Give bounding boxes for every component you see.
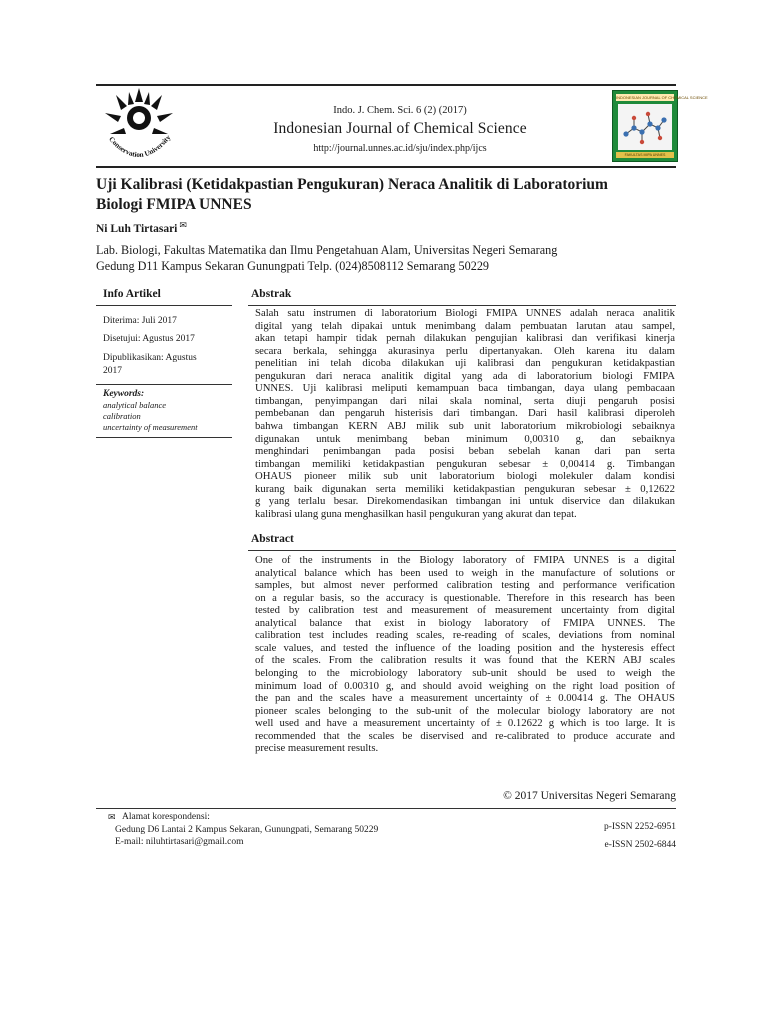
text-line: scale values, and tested the influence of the loading position and the hysteresis effect xyxy=(255,641,675,654)
molecule-illustration xyxy=(618,104,672,150)
text-line: secara berkala, sehingga akurasinya perlu dipertanyakan. Oleh karena itu dalam xyxy=(255,344,675,357)
text-line: samples, but almost never performed calibration testing and performance verification xyxy=(255,579,675,592)
keywords-heading: Keywords: xyxy=(103,389,145,399)
print-issn: p-ISSN 2252-6951 xyxy=(603,822,676,832)
text-line: pioneer scales belonging to the sub-unit of the molecular biology laboratory are not xyxy=(255,704,675,717)
text-line: of the scales. From the calibration results it was found that the KERN ABJ scales xyxy=(255,654,675,667)
published-date: Dipublikasikan: Agustus xyxy=(103,353,197,363)
title-line: Biologi FMIPA UNNES xyxy=(96,196,252,213)
text-line: pengukuran dari neraca analitik digital yang ada di laboratorium biologi FMIPA xyxy=(255,369,675,382)
affiliation-line: Lab. Biologi, Fakultas Matematika dan Ilmu Pengetahuan Alam, Universitas Negeri Semarang xyxy=(96,243,558,257)
author-name: Ni Luh Tirtasari xyxy=(96,223,178,235)
envelope-icon: ✉ xyxy=(108,812,116,822)
text-line: kalibrasi ulang guna menghasilkan hasil pengukuran yang akurat dan tepat. xyxy=(255,507,577,520)
header-rule xyxy=(96,166,676,168)
text-line: well used and have a measurement uncertainty of ± 0.12622 g which is too large. It is xyxy=(255,717,675,730)
text-line: g yang terlalu besar. Direkomendasikan timbangan ini untuk diservice dan dilakukan xyxy=(255,495,675,508)
abstrak-rule xyxy=(248,305,676,306)
text-line: recommended that the scales be diservised and re-calibrated to produce accurate and xyxy=(255,729,675,742)
text-line: digital yang telah dipakai untuk menimbang dalam pembuatan larutan atau sampel, xyxy=(255,319,675,332)
copyright: © 2017 Universitas Negeri Semarang xyxy=(503,790,676,802)
text-line: kurang baik digunakan serta memiliki ketidakpastian pengukuran sebesar ± 0,12622 xyxy=(255,482,675,495)
text-line: UNNES. Uji kalibrasi meliputi kemampuan baca timbangan, daya ulang pembacaan xyxy=(255,382,675,395)
approved-date: Disetujui: Agustus 2017 xyxy=(103,334,195,344)
text-line: akan tetapi hampir tidak pernah dilakukan pengujian kalibrasi dan verifikasi kinerja xyxy=(255,332,675,345)
text-line: One of the instruments in the Biology laboratory of FMIPA UNNES is a digital xyxy=(255,554,675,566)
text-line: precise measurement results. xyxy=(255,742,379,755)
envelope-icon: ✉ xyxy=(179,220,187,230)
text-line: Salah satu instrumen di laboratorium Biologi FMIPA UNNES adalah neraca analitik xyxy=(255,307,675,319)
text-line: pembebanan dan pengaruh histerisis dari timbangan. Dari hasil kalibrasi diperoleh xyxy=(255,407,675,420)
correspondence-label: Alamat korespondensi: xyxy=(122,812,210,822)
text-line: belonging to the microbiology laboratory sub-unit should be used to weigh the xyxy=(255,666,675,679)
title-line: Uji Kalibrasi (Ketidakpastian Pengukuran) Neraca Analitik di Laboratorium xyxy=(96,176,608,193)
text-line: tested by calibration test and measurement of measurement uncertainty from digital xyxy=(255,604,675,617)
abstract-rule xyxy=(248,550,676,551)
text-line: menghindari penimbangan pada posisi beban sebelah kanan dari pan serta xyxy=(255,445,675,458)
keywords-rule xyxy=(96,384,232,385)
text-line: the pan and the scales have a measurement uncertainty of ± 0.00414 g. The OHAUS xyxy=(255,692,675,705)
text-line: OHAUS pioneer milik sub unit laboratorium biologi molekuler dalam kondisi xyxy=(255,470,675,483)
text-line: on a regular basis, so the accuracy is questionable. Therefore in this research has been xyxy=(255,591,675,604)
correspondence-address: Gedung D6 Lantai 2 Kampus Sekaran, Gunungpati, Semarang 50229 xyxy=(115,825,379,835)
paper-title xyxy=(96,175,656,215)
text-line: minimum load of 0.00310 g, and should avoid weighing on the right load position of xyxy=(255,679,675,692)
affiliation xyxy=(96,242,656,274)
text-line: timbangan memiliki ketidakpastian pengukuran sebesar ± 0,00414 g. Timbangan xyxy=(255,457,675,470)
info-bottom-rule xyxy=(96,437,232,438)
affiliation-line: Gedung D11 Kampus Sekaran Gunungpati Telp. (024)8508112 Semarang 50229 xyxy=(96,259,490,273)
journal-cover-image xyxy=(612,90,708,162)
info-rule xyxy=(96,305,232,306)
author xyxy=(96,220,187,235)
published-year: 2017 xyxy=(103,366,122,376)
text-line: analytical balance which has been used to weigh in the manufacture of solutions or xyxy=(255,566,675,579)
logo-text: Conservation University xyxy=(107,133,173,160)
keyword: uncertainty of measurement xyxy=(103,422,198,432)
journal-citation: Indo. J. Chem. Sci. 6 (2) (2017) xyxy=(333,105,467,116)
keyword: calibration xyxy=(103,411,141,421)
abstract-heading: Abstract xyxy=(251,533,294,545)
electronic-issn: e-ISSN 2502-6844 xyxy=(604,840,676,850)
text-line: bahwa timbangan KERN ABJ milik sub unit laboratorium mikrobiologi sebaiknya xyxy=(255,419,675,432)
university-logo xyxy=(96,86,182,168)
text-line: analytical balance that exist in biology laboratory of FMIPA UNNES. The xyxy=(255,616,675,629)
text-line: calibration test includes reading scales, re-reading of scales, deviations from nominal xyxy=(255,629,675,642)
journal-title: Indonesian Journal of Chemical Science xyxy=(273,120,527,137)
top-rule xyxy=(96,84,676,86)
correspondence-email[interactable]: E-mail: niluhtirtasari@gmail.com xyxy=(115,837,244,847)
cover-title: INDONESIAN JOURNAL OF CHEMICAL SCIENCE xyxy=(616,95,708,100)
info-heading: Info Artikel xyxy=(103,288,161,300)
journal-url[interactable]: http://journal.unnes.ac.id/sju/index.php/ijcs xyxy=(313,143,487,154)
abstrak-heading: Abstrak xyxy=(251,288,292,300)
footer-rule xyxy=(96,808,676,809)
received-date: Diterima: Juli 2017 xyxy=(103,316,177,326)
text-line: penelitian ini telah dicoba dilakukan uji kalibrasi dan pengukuran ketidakpastian xyxy=(255,357,675,370)
text-line: timbangan, penyimpangan dari nilai skala nominal, serta diuji pengaruh posisi xyxy=(255,394,675,407)
keyword: analytical balance xyxy=(103,400,167,410)
text-line: digunakan untuk menimbang beban minimum 0,00310 g, dan sebaiknya xyxy=(255,432,675,445)
cover-footer: FAKULTAS MIPA UNNES xyxy=(624,153,666,157)
